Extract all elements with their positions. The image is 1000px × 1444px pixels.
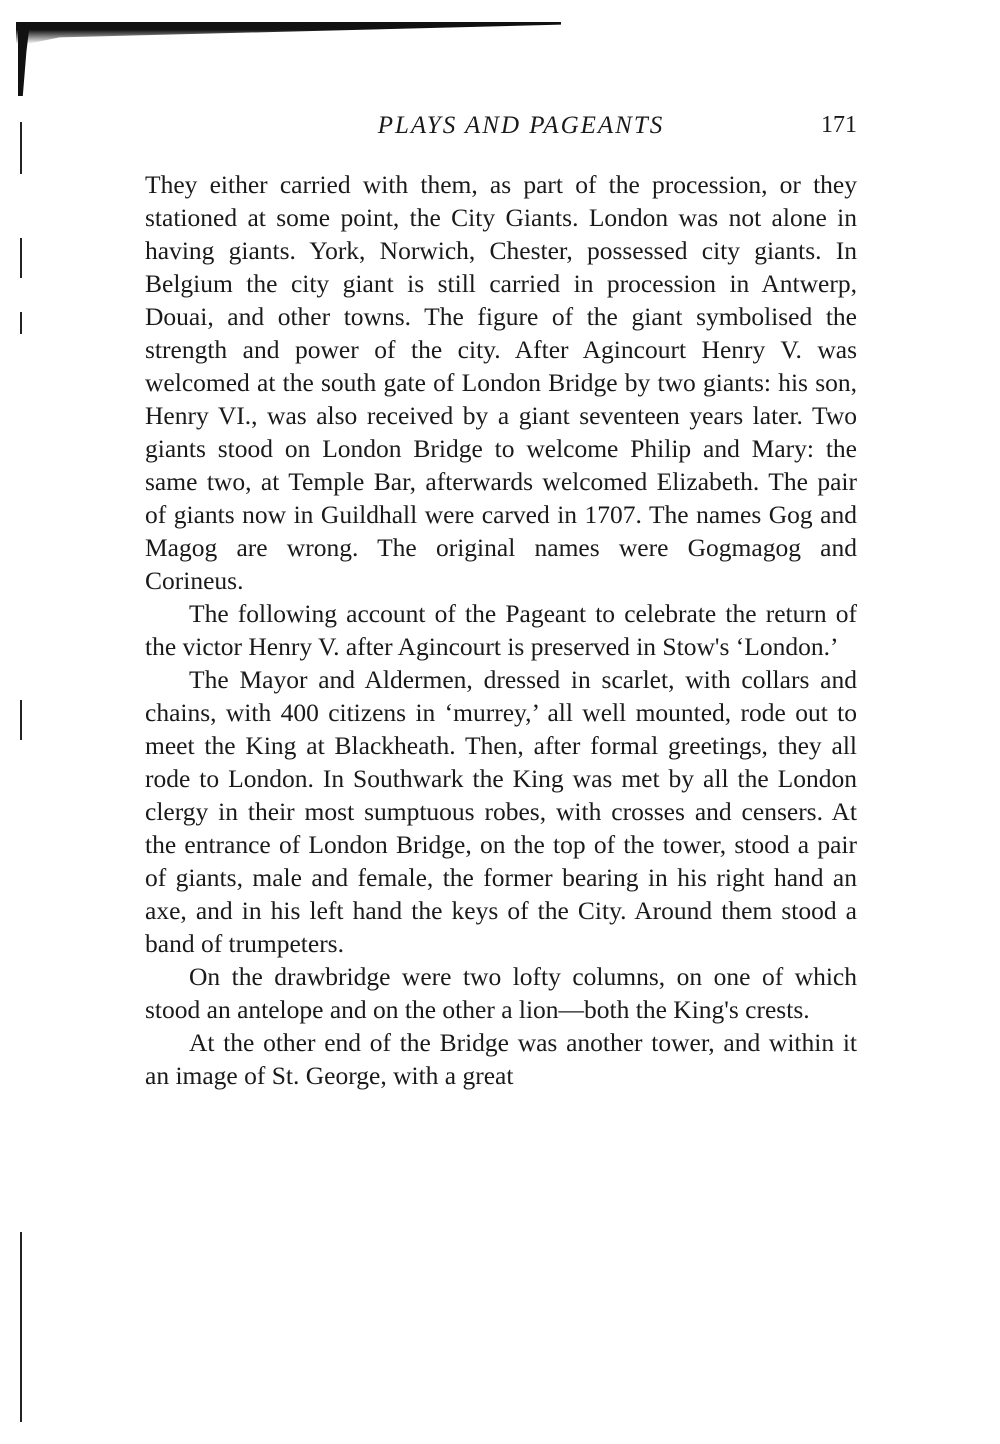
paragraph: At the other end of the Bridge was another tower, and within it an image of St. George, with a great — [145, 1028, 857, 1090]
paragraph: The Mayor and Aldermen, dressed in scarlet, with collars and chains, with 400 citizens in ‘murrey,’ all well mounted, rode out to meet the King at Blackheath. Then, after formal greetings, they all rode to London. In Southwark the King was met by all the London clergy in their most sumptuous robes, with crosses and censers. At the entrance of London Bridge, on the top of the tower, stood a pair of giants, male and female, the former bearing in his right hand an axe, and in his left hand the keys of the City. Around them stood a band of trumpeters. — [145, 665, 857, 958]
page-header — [145, 112, 857, 148]
scan-edge-top — [16, 22, 561, 44]
paragraph: The following account of the Pageant to celebrate the return of the victor Henry V. after Agincourt is preserved in Stow's ‘London.’ — [145, 599, 857, 661]
body-text — [145, 168, 857, 1092]
scan-edge-corner — [18, 22, 30, 96]
paragraph: They either carried with them, as part of the procession, or they stationed at some point, the City Giants. London was not alone in having giants. York, Norwich, Chester, possessed city giants. In Belgium the city giant is still carried in procession in Antwerp, Douai, and other towns. The figure of the giant symbolised the strength and power of the city. After Agincourt Henry V. was welcomed at the south gate of London Bridge by two giants: his son, Henry VI., was also received by a giant seventeen years later. Two giants stood on London Bridge to welcome Philip and Mary: the same two, at Temple Bar, afterwards welcomed Elizabeth. The pair of giants now in Guildhall were carved in 1707. The names Gog and Magog are wrong. The original names were Gogmagog and Corineus. — [145, 170, 857, 595]
scan-margin-mark — [20, 700, 22, 740]
scan-margin-mark — [20, 122, 22, 174]
page-number: 171 — [821, 112, 857, 138]
scan-margin-mark — [20, 312, 22, 334]
scan-margin-mark — [20, 1232, 22, 1422]
scan-margin-mark — [20, 238, 22, 278]
paragraph: On the drawbridge were two lofty columns, on one of which stood an antelope and on the other a lion—both the King's crests. — [145, 962, 857, 1024]
running-title: PLAYS AND PAGEANTS — [377, 112, 665, 139]
